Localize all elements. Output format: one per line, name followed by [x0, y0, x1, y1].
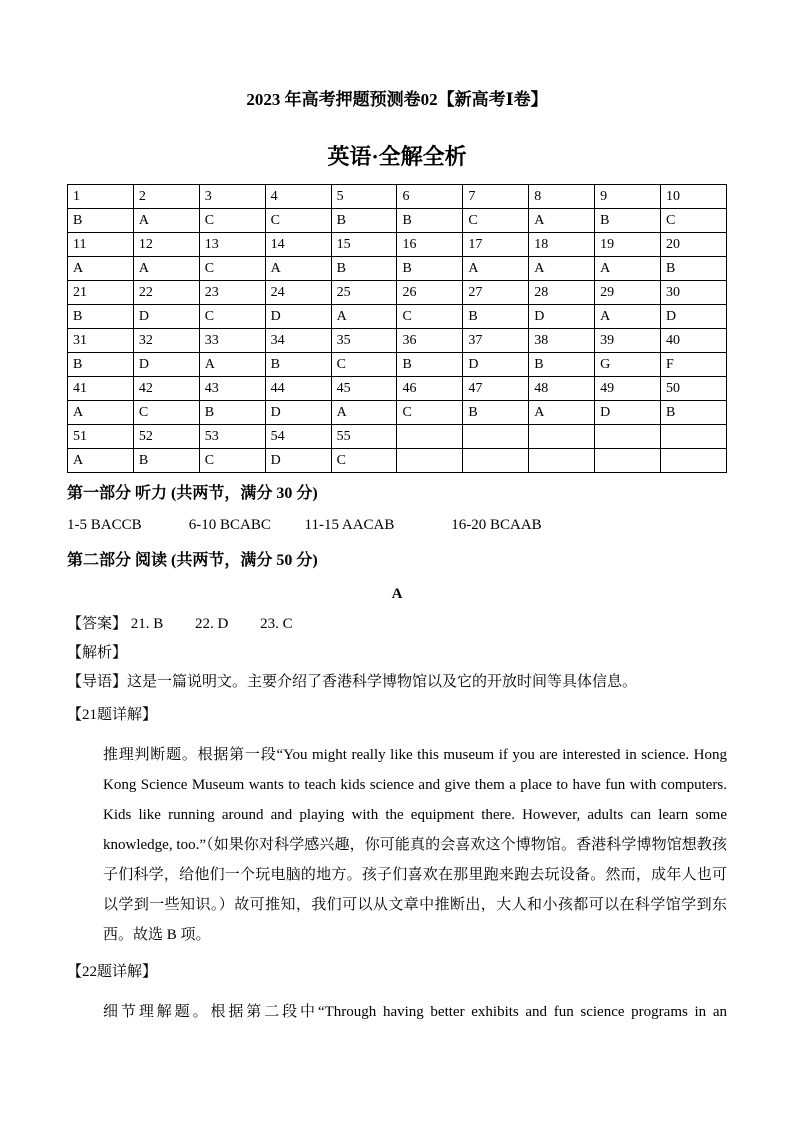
- answer-table-cell: D: [529, 305, 595, 329]
- answer-table-cell: B: [397, 257, 463, 281]
- answer-table-cell: 10: [661, 185, 727, 209]
- answer-table-cell: 9: [595, 185, 661, 209]
- answer-item: 22. D: [195, 616, 229, 632]
- reading-section-heading: 第二部分 阅读 (共两节，满分 50 分): [67, 552, 318, 569]
- answer-table-row: [68, 353, 727, 377]
- answer-table-cell: 54: [265, 425, 331, 449]
- answer-table-cell: B: [397, 353, 463, 377]
- answer-table-cell: 15: [331, 233, 397, 257]
- answer-table-cell: 44: [265, 377, 331, 401]
- answer-table-cell: D: [661, 305, 727, 329]
- answer-table-cell: B: [68, 305, 134, 329]
- q22-explanation: 细节理解题。根据第二段中“Through having better exhibits and fun science programs in an: [103, 1004, 727, 1020]
- answer-table-cell: B: [331, 209, 397, 233]
- answer-table-cell: 35: [331, 329, 397, 353]
- listening-answer-group: 1-5 BACCB: [67, 517, 142, 533]
- answer-table-cell: 19: [595, 233, 661, 257]
- answer-table-cell: D: [265, 449, 331, 473]
- answer-table-row: [68, 185, 727, 209]
- answer-item: 21. B: [130, 616, 164, 632]
- answer-table-cell: A: [331, 305, 397, 329]
- answer-table-row: [68, 425, 727, 449]
- answer-table-cell: B: [661, 257, 727, 281]
- answer-table-cell: 27: [463, 281, 529, 305]
- answer-table-cell: 53: [199, 425, 265, 449]
- answer-table-cell: A: [68, 449, 134, 473]
- answer-table-cell: D: [265, 401, 331, 425]
- answer-table-cell: C: [199, 209, 265, 233]
- answer-table-cell: A: [595, 305, 661, 329]
- answer-table-cell: 36: [397, 329, 463, 353]
- answer-table-cell: A: [133, 209, 199, 233]
- answer-table-cell: 2: [133, 185, 199, 209]
- answers-label: 【答案】: [67, 616, 128, 632]
- answer-table-cell: 47: [463, 377, 529, 401]
- answer-table-cell: 45: [331, 377, 397, 401]
- answer-table-cell: 40: [661, 329, 727, 353]
- answer-table-cell: B: [331, 257, 397, 281]
- answer-table-cell: [661, 449, 727, 473]
- answer-table-cell: 38: [529, 329, 595, 353]
- answer-table-cell: 14: [265, 233, 331, 257]
- answer-table-cell: B: [199, 401, 265, 425]
- answer-table-cell: C: [331, 353, 397, 377]
- answer-table-cell: B: [68, 209, 134, 233]
- answer-table-cell: [595, 449, 661, 473]
- answer-table-cell: F: [661, 353, 727, 377]
- listening-section-heading: 第一部分 听力 (共两节，满分 30 分): [67, 485, 318, 502]
- answer-table-cell: D: [133, 353, 199, 377]
- answer-table-cell: 26: [397, 281, 463, 305]
- answer-table-cell: 21: [68, 281, 134, 305]
- answer-table-cell: A: [331, 401, 397, 425]
- answer-table-cell: C: [199, 449, 265, 473]
- document-subtitle: 英语·全解全析: [327, 144, 467, 169]
- answer-table: [67, 184, 727, 473]
- listening-answer-group: 6-10 BCABC: [188, 517, 271, 533]
- answer-table-cell: A: [529, 257, 595, 281]
- answer-table-cell: 20: [661, 233, 727, 257]
- listening-answer-group: 11-15 AACAB: [304, 517, 395, 533]
- answer-table-cell: 11: [68, 233, 134, 257]
- answer-table-cell: 6: [397, 185, 463, 209]
- answer-table-cell: 43: [199, 377, 265, 401]
- answer-table-cell: 24: [265, 281, 331, 305]
- answer-table-cell: 48: [529, 377, 595, 401]
- answer-table-cell: 12: [133, 233, 199, 257]
- answer-table-cell: 49: [595, 377, 661, 401]
- answer-table-cell: B: [68, 353, 134, 377]
- answer-table-cell: [397, 425, 463, 449]
- answer-table-cell: B: [133, 449, 199, 473]
- answer-table-cell: 13: [199, 233, 265, 257]
- answer-table-cell: 25: [331, 281, 397, 305]
- answer-table-cell: B: [595, 209, 661, 233]
- answer-table-cell: [463, 449, 529, 473]
- answer-table-cell: A: [133, 257, 199, 281]
- answer-table-cell: B: [397, 209, 463, 233]
- answer-item: 23. C: [260, 616, 293, 632]
- answer-table-cell: 52: [133, 425, 199, 449]
- analysis-label: 【解析】: [67, 645, 128, 661]
- answer-table-cell: A: [529, 209, 595, 233]
- answer-table-cell: [397, 449, 463, 473]
- answer-table-cell: [463, 425, 529, 449]
- passage-label: A: [391, 586, 403, 602]
- answer-table-cell: 7: [463, 185, 529, 209]
- answer-table-cell: 3: [199, 185, 265, 209]
- q21-explanation: 推理判断题。根据第一段“You might really like this museum if you are interested in science. Hong Kong Science Museum wants to teach kids science and give them a place to have fun with computers. Kids like running around and playing with the equipment there. However, adults can learn some knowledge, too.”（如果你对科学感兴趣，你可能真的会喜欢这个博物馆。香港科学博物馆想教孩子们科学，给他们一个玩电脑的地方。孩子们喜欢在那里跑来跑去玩设备。然而，成年人也可以学到一些知识。）故可推知，我们可以从文章中推断出，大人和小孩都可以在科学馆学到东西。故选 B 项。: [103, 747, 727, 943]
- answer-table-cell: 1: [68, 185, 134, 209]
- answer-table-cell: 37: [463, 329, 529, 353]
- answer-table-row: [68, 233, 727, 257]
- answer-table-cell: 18: [529, 233, 595, 257]
- q21-label: 【21题详解】: [67, 707, 158, 723]
- answer-table-cell: C: [133, 401, 199, 425]
- answer-table-cell: A: [529, 401, 595, 425]
- listening-answer-group: 16-20 BCAAB: [451, 517, 542, 533]
- answer-table-cell: A: [463, 257, 529, 281]
- answer-table-cell: [595, 425, 661, 449]
- answer-table-cell: D: [595, 401, 661, 425]
- q22-label: 【22题详解】: [67, 964, 158, 980]
- answer-table-cell: D: [133, 305, 199, 329]
- answer-table-cell: A: [595, 257, 661, 281]
- listening-answers-line: [67, 515, 727, 536]
- answer-table-body: [68, 185, 727, 473]
- answer-table-cell: 55: [331, 425, 397, 449]
- answer-table-cell: C: [661, 209, 727, 233]
- answer-table-cell: 28: [529, 281, 595, 305]
- answer-table-cell: [529, 425, 595, 449]
- answer-table-cell: C: [397, 305, 463, 329]
- guide-paragraph: 【导语】这是一篇说明文。主要介绍了香港科学博物馆以及它的开放时间等具体信息。: [67, 674, 638, 690]
- answer-table-cell: 4: [265, 185, 331, 209]
- answer-table-cell: 31: [68, 329, 134, 353]
- answer-table-row: [68, 281, 727, 305]
- answer-table-cell: 23: [199, 281, 265, 305]
- answer-table-row: [68, 401, 727, 425]
- answer-table-cell: 30: [661, 281, 727, 305]
- answer-table-cell: 50: [661, 377, 727, 401]
- answer-table-cell: 51: [68, 425, 134, 449]
- answer-table-cell: 22: [133, 281, 199, 305]
- answer-table-row: [68, 449, 727, 473]
- answer-table-cell: 29: [595, 281, 661, 305]
- answer-table-cell: 41: [68, 377, 134, 401]
- answer-table-cell: 42: [133, 377, 199, 401]
- answer-table-row: [68, 257, 727, 281]
- answer-table-cell: C: [199, 305, 265, 329]
- answer-table-cell: 17: [463, 233, 529, 257]
- answer-table-cell: 33: [199, 329, 265, 353]
- answer-table-cell: 8: [529, 185, 595, 209]
- answer-table-cell: D: [265, 305, 331, 329]
- answer-table-row: [68, 209, 727, 233]
- answer-table-cell: C: [397, 401, 463, 425]
- answer-table-cell: 16: [397, 233, 463, 257]
- answer-table-cell: A: [68, 257, 134, 281]
- answer-table-cell: 5: [331, 185, 397, 209]
- answer-table-row: [68, 329, 727, 353]
- answer-table-cell: A: [68, 401, 134, 425]
- answer-table-cell: 46: [397, 377, 463, 401]
- answer-table-cell: 34: [265, 329, 331, 353]
- answer-table-cell: C: [463, 209, 529, 233]
- answer-table-row: [68, 305, 727, 329]
- answer-table-cell: C: [265, 209, 331, 233]
- answers-line: [67, 614, 727, 635]
- answer-table-cell: D: [463, 353, 529, 377]
- answer-table-cell: A: [265, 257, 331, 281]
- answer-table-cell: C: [331, 449, 397, 473]
- answer-table-cell: B: [463, 401, 529, 425]
- answer-table-cell: [529, 449, 595, 473]
- answer-table-row: [68, 377, 727, 401]
- answer-table-cell: B: [265, 353, 331, 377]
- answer-table-cell: [661, 425, 727, 449]
- answer-table-cell: B: [661, 401, 727, 425]
- answer-table-cell: G: [595, 353, 661, 377]
- answer-table-cell: 39: [595, 329, 661, 353]
- answer-table-cell: 32: [133, 329, 199, 353]
- answer-table-cell: B: [529, 353, 595, 377]
- answer-table-cell: B: [463, 305, 529, 329]
- answer-table-cell: C: [199, 257, 265, 281]
- answer-table-cell: A: [199, 353, 265, 377]
- document-title: 2023 年高考押题预测卷02【新高考Ⅰ卷】: [246, 90, 548, 109]
